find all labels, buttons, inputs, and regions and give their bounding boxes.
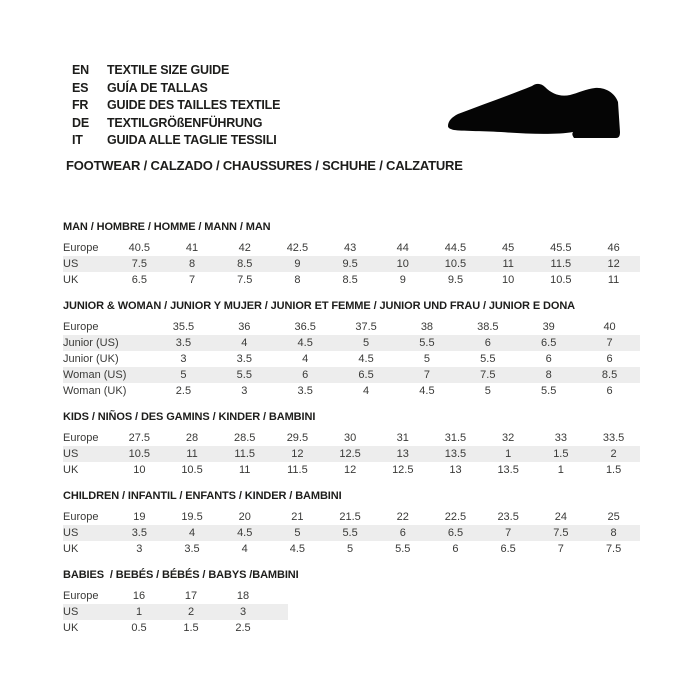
size-value: 7.5 [480, 369, 496, 381]
size-value: 4.5 [358, 353, 374, 365]
size-table [63, 588, 288, 636]
size-value: 39 [542, 321, 555, 333]
size-row-region [63, 240, 640, 256]
language-list [72, 62, 280, 150]
size-value: 9.5 [342, 258, 358, 270]
size-value: 12 [607, 258, 620, 270]
size-value: 11 [186, 448, 198, 460]
language-line [72, 115, 280, 133]
size-value: 12.5 [392, 464, 414, 476]
row-label: Junior (UK) [63, 353, 119, 365]
language-code: ES [72, 80, 89, 95]
size-value: 7.5 [553, 527, 569, 539]
size-value: 2.5 [235, 622, 251, 634]
size-value: 7 [606, 337, 613, 349]
size-value: 6 [606, 353, 613, 365]
size-value: 5.5 [236, 369, 252, 381]
size-value: 3.5 [297, 385, 313, 397]
size-value: 8.5 [342, 274, 358, 286]
size-value: 44 [396, 242, 409, 254]
size-value: 3 [239, 606, 247, 618]
size-value: 44.5 [444, 242, 467, 254]
size-value: 21.5 [339, 511, 361, 523]
size-value: 5.5 [541, 385, 557, 397]
row-label: Europe [63, 321, 99, 333]
row-label: Woman (US) [63, 369, 127, 381]
language-guide-label: GUIDA ALLE TAGLIE TESSILI [107, 133, 277, 147]
size-value: 8 [545, 369, 552, 381]
size-value: 38 [420, 321, 434, 333]
row-label: Europe [63, 432, 99, 444]
row-label: UK [63, 274, 79, 286]
size-value: 3.5 [131, 527, 147, 539]
size-value: 1 [557, 464, 564, 476]
size-value: 8 [610, 527, 617, 539]
size-row [63, 272, 640, 288]
size-value: 7 [423, 369, 430, 381]
section-title: MAN / HOMBRE / HOMME / MANN / MAN [63, 221, 271, 233]
size-section [63, 300, 640, 399]
size-value: 10 [396, 258, 409, 270]
language-guide-label: GUIDE DES TAILLES TEXTILE [107, 98, 281, 112]
size-row [63, 620, 288, 636]
shoe-icon [446, 82, 626, 144]
size-value: 35.5 [172, 321, 195, 333]
row-label: US [63, 258, 79, 270]
size-value: 46 [607, 242, 620, 254]
size-value: 7 [505, 527, 512, 539]
size-value: 0.5 [131, 622, 147, 634]
section-title: JUNIOR & WOMAN / JUNIOR Y MUJER / JUNIOR ET FEMME / JUNIOR UND FRAU / JUNIOR E DONA [63, 300, 576, 312]
size-value: 20 [238, 511, 251, 523]
size-value: 1.5 [183, 622, 199, 634]
size-value: 3.5 [184, 543, 200, 555]
size-value: 6.5 [131, 274, 147, 286]
size-value: 9 [399, 274, 406, 286]
size-value: 8 [188, 258, 196, 270]
size-table [63, 509, 640, 557]
section-title: CHILDREN / INFANTIL / ENFANTS / KINDER / BAMBINI [63, 490, 342, 502]
size-value: 36 [238, 321, 251, 333]
size-value: 40 [603, 321, 616, 333]
size-table [63, 240, 640, 288]
size-value: 11 [502, 258, 514, 270]
size-value: 3 [241, 385, 248, 397]
size-value: 6 [452, 543, 459, 555]
size-row [63, 256, 640, 272]
size-section [63, 569, 640, 636]
size-section [63, 490, 640, 557]
language-guide-label: GUÍA DE TALLAS [107, 80, 208, 95]
size-value: 3 [136, 543, 143, 555]
size-value: 4.5 [289, 543, 306, 555]
size-value: 33.5 [602, 432, 625, 444]
size-value: 3.5 [236, 353, 252, 365]
size-value: 6.5 [358, 369, 374, 381]
size-value: 36.5 [294, 321, 316, 333]
size-tables [63, 221, 640, 636]
size-value: 5 [423, 353, 430, 365]
language-line [72, 62, 280, 80]
row-label: UK [63, 543, 79, 555]
size-value: 6 [545, 353, 552, 365]
size-value: 16 [132, 590, 146, 602]
size-value: 11.5 [287, 464, 308, 476]
size-value: 10 [133, 464, 146, 476]
size-value: 33 [554, 432, 567, 444]
size-value: 27.5 [128, 432, 151, 444]
size-value: 4 [188, 527, 196, 539]
size-row [63, 446, 640, 462]
size-value: 37.5 [355, 321, 377, 333]
size-value: 4 [241, 543, 248, 555]
size-value: 23.5 [497, 511, 519, 523]
size-value: 22.5 [444, 511, 467, 523]
size-value: 10.5 [128, 448, 151, 460]
language-code: DE [72, 115, 89, 130]
size-value: 5 [484, 385, 491, 397]
size-value: 5 [180, 369, 187, 381]
size-value: 9.5 [447, 274, 464, 286]
language-code: FR [72, 98, 89, 112]
language-line [72, 80, 280, 98]
size-value: 5 [363, 337, 370, 349]
size-table [63, 319, 640, 399]
size-row [63, 383, 640, 399]
size-value: 10 [502, 274, 515, 286]
size-value: 10.5 [181, 464, 203, 476]
size-value: 8 [294, 274, 301, 286]
row-label: Woman (UK) [63, 385, 127, 397]
row-label: US [63, 606, 79, 618]
size-value: 5 [294, 527, 301, 539]
size-value: 31 [396, 432, 409, 444]
language-guide-header [72, 62, 280, 150]
language-guide-label: TEXTILGRÖßENFÜHRUNG [107, 115, 263, 130]
size-value: 6 [302, 369, 309, 381]
size-value: 45.5 [550, 242, 572, 254]
size-value: 13 [396, 448, 409, 460]
size-row [63, 351, 640, 367]
size-value: 10.5 [444, 258, 467, 270]
row-label: UK [63, 464, 79, 476]
size-value: 38.5 [477, 321, 499, 333]
filler-cell [269, 620, 288, 636]
size-row-region [63, 430, 640, 446]
size-value: 4 [363, 385, 370, 397]
size-value: 13.5 [497, 464, 519, 476]
size-value: 2.5 [175, 385, 192, 397]
row-label: US [63, 527, 79, 539]
size-value: 17 [184, 590, 198, 602]
size-value: 41 [185, 242, 199, 254]
size-value: 3.5 [175, 337, 192, 349]
size-value: 18 [236, 590, 250, 602]
size-value: 11.5 [234, 448, 256, 460]
size-value: 7 [188, 274, 196, 286]
size-table [63, 430, 640, 478]
size-value: 4 [241, 337, 248, 349]
size-value: 42 [238, 242, 251, 254]
size-value: 40.5 [128, 242, 151, 254]
size-value: 6.5 [500, 543, 516, 555]
size-section [63, 221, 640, 288]
size-value: 10.5 [550, 274, 572, 286]
size-value: 7.5 [605, 543, 622, 555]
size-value: 11 [607, 274, 620, 286]
size-value: 4.5 [237, 527, 253, 539]
size-value: 9 [294, 258, 301, 270]
size-row-region [63, 509, 640, 525]
size-value: 1.5 [553, 448, 569, 460]
size-value: 21 [291, 511, 304, 523]
size-value: 4.5 [419, 385, 435, 397]
row-label: US [63, 448, 79, 460]
size-value: 6 [484, 337, 491, 349]
size-value: 1.5 [605, 464, 622, 476]
size-value: 8.5 [601, 369, 618, 381]
size-value: 8.5 [237, 258, 253, 270]
size-value: 19 [133, 511, 146, 523]
size-value: 13 [449, 464, 462, 476]
language-line [72, 132, 280, 150]
size-row [63, 462, 640, 478]
size-row [63, 335, 640, 351]
row-label: Junior (US) [63, 337, 119, 349]
size-value: 7.5 [131, 258, 147, 270]
size-value: 11.5 [550, 258, 572, 270]
size-value: 19.5 [181, 511, 203, 523]
size-value: 43 [343, 242, 357, 254]
size-value: 32 [502, 432, 515, 444]
size-value: 29.5 [286, 432, 309, 444]
size-row [63, 541, 640, 557]
size-value: 5.5 [480, 353, 496, 365]
language-guide-label: TEXTILE SIZE GUIDE [107, 63, 230, 77]
size-value: 4.5 [297, 337, 313, 349]
size-value: 3 [180, 353, 187, 365]
size-row-region [63, 319, 640, 335]
size-value: 30 [343, 432, 357, 444]
row-label: Europe [63, 511, 99, 523]
size-value: 12 [291, 448, 304, 460]
size-value: 2 [187, 606, 195, 618]
row-label: Europe [63, 242, 99, 254]
size-value: 6.5 [447, 527, 464, 539]
size-row [63, 604, 288, 620]
size-value: 22 [396, 511, 409, 523]
filler-cell [269, 604, 288, 620]
size-value: 7.5 [237, 274, 253, 286]
size-section [63, 411, 640, 478]
size-value: 12.5 [339, 448, 361, 460]
size-value: 4 [302, 353, 309, 365]
size-value: 24 [554, 511, 567, 523]
row-label: Europe [63, 590, 99, 602]
size-value: 28 [185, 432, 199, 444]
size-value: 6 [606, 385, 613, 397]
language-line [72, 97, 280, 115]
size-value: 7 [557, 543, 564, 555]
section-title: BABIES / BEBÉS / BÉBÉS / BABYS /BAMBINI [63, 569, 299, 581]
size-row [63, 367, 640, 383]
footwear-category-title: FOOTWEAR / CALZADO / CHAUSSURES / SCHUHE / CALZATURE [66, 158, 463, 173]
filler-cell [269, 588, 288, 604]
section-title: KIDS / NIÑOS / DES GAMINS / KINDER / BAMBINI [63, 411, 316, 423]
size-value: 42.5 [286, 242, 309, 254]
size-value: 1 [505, 448, 512, 460]
size-value: 45 [502, 242, 515, 254]
size-row-region [63, 588, 288, 604]
size-value: 13.5 [444, 448, 467, 460]
language-code: IT [72, 133, 83, 147]
size-value: 28.5 [234, 432, 256, 444]
size-value: 5 [347, 543, 354, 555]
size-value: 1 [135, 606, 143, 618]
row-label: UK [63, 622, 79, 634]
size-value: 12 [343, 464, 357, 476]
size-value: 11 [239, 464, 251, 476]
size-value: 5.5 [395, 543, 411, 555]
size-value: 31.5 [444, 432, 467, 444]
size-row [63, 525, 640, 541]
size-value: 2 [610, 448, 617, 460]
size-value: 5.5 [419, 337, 435, 349]
language-code: EN [72, 63, 89, 77]
size-value: 25 [607, 511, 620, 523]
size-value: 5.5 [342, 527, 358, 539]
size-value: 6.5 [541, 337, 557, 349]
size-value: 6 [399, 527, 406, 539]
